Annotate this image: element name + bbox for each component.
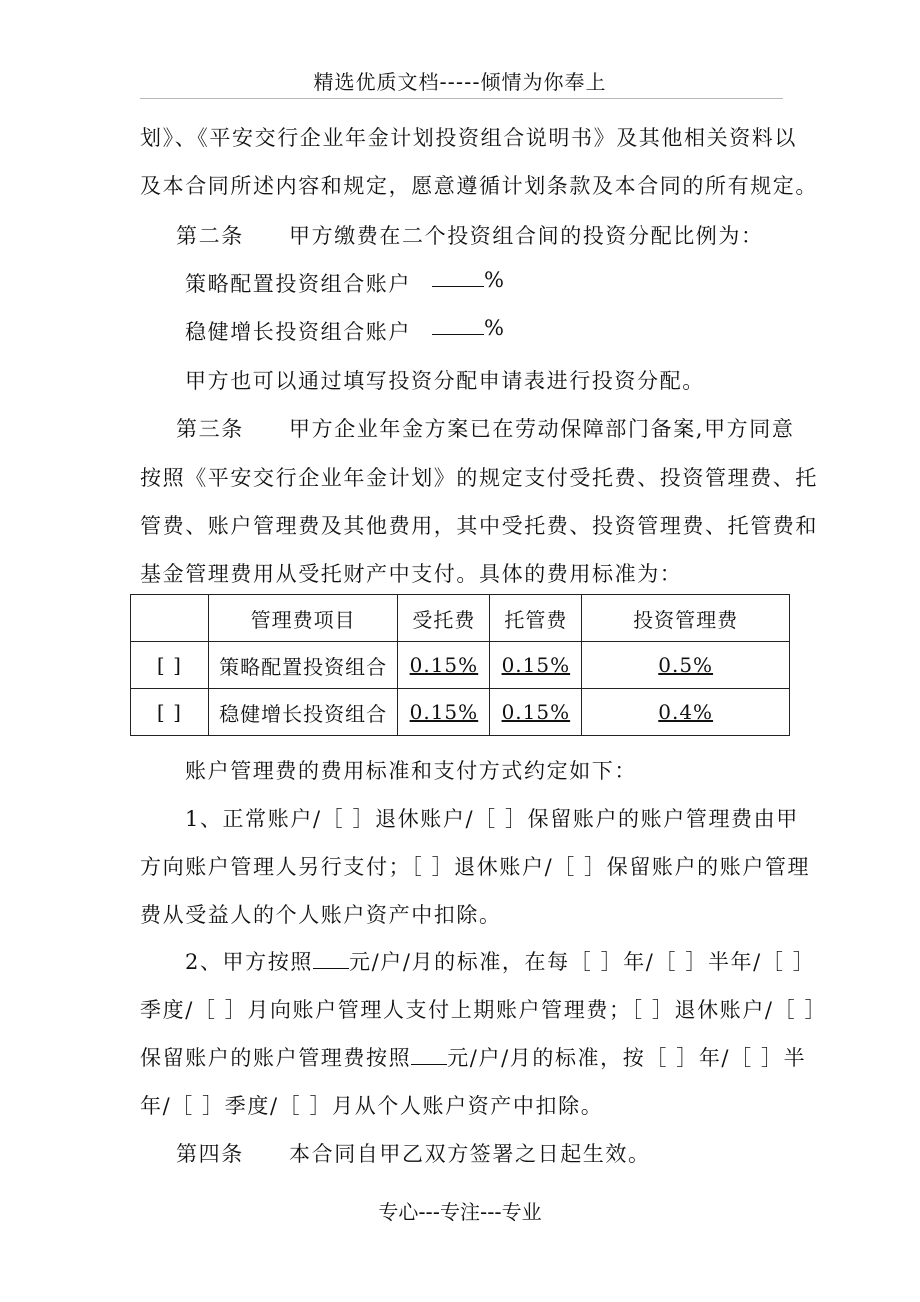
page-footer: 专心---专注---专业	[378, 1200, 542, 1224]
table-header-cell: 托管费	[490, 595, 582, 642]
table-row	[131, 642, 790, 689]
table-header-cell: 投资管理费	[582, 595, 790, 642]
paragraph-line: 甲方也可以通过填写投资分配申请表进行投资分配。	[185, 369, 705, 393]
checkbox-cell[interactable]: [ ]	[131, 689, 209, 736]
percent-sign: %	[484, 316, 506, 340]
allocation-strategy-field[interactable]	[432, 268, 506, 292]
paragraph-line: 季度/［ ］月向账户管理人支付上期账户管理费；［ ］退休账户/［ ］	[140, 998, 828, 1022]
paragraph-line: 及本合同所述内容和规定，愿意遵循计划条款及本合同的所有规定。	[140, 174, 818, 198]
table-cell: 0.15%	[398, 642, 490, 689]
percent-sign: %	[484, 268, 506, 292]
fee-table	[130, 594, 790, 736]
table-row	[131, 689, 790, 736]
paragraph-line: 账户管理费的费用标准和支付方式约定如下：	[185, 759, 637, 783]
table-header-cell: 管理费项目	[208, 595, 398, 642]
table-cell: 0.15%	[398, 689, 490, 736]
table-header-cell	[131, 595, 209, 642]
article-2-heading: 第二条 甲方缴费在二个投资组合间的投资分配比例为：	[176, 224, 764, 248]
paragraph-line: 按照《平安交行企业年金计划》的规定支付受托费、投资管理费、托	[140, 466, 818, 490]
table-header-row	[131, 595, 790, 642]
allocation-stable-field[interactable]	[432, 316, 506, 340]
paragraph-line: 方向账户管理人另行支付；［ ］退休账户/［ ］保留账户的账户管理	[140, 855, 811, 879]
checkbox-cell[interactable]: [ ]	[131, 642, 209, 689]
paragraph-line: 费从受益人的个人账户资产中扣除。	[140, 903, 502, 927]
article-3-heading: 第三条 甲方企业年金方案已在劳动保障部门备案,甲方同意	[176, 417, 795, 441]
paragraph-line: 年/［ ］季度/［ ］月从个人账户资产中扣除。	[140, 1094, 604, 1118]
paragraph-line: 划》、《平安交行企业年金计划投资组合说明书》及其他相关资料以	[140, 126, 797, 150]
paragraph-line: 1、正常账户/［ ］退休账户/［ ］保留账户的账户管理费由甲	[185, 807, 799, 831]
table-cell: 稳健增长投资组合	[208, 689, 398, 736]
header-divider	[140, 98, 783, 99]
fee-amount-blank[interactable]	[313, 968, 349, 969]
paragraph-line: 2、甲方按照 元/户/月的标准，在每［ ］年/［ ］半年/［ ］	[185, 950, 816, 974]
allocation-stable-blank[interactable]	[432, 334, 484, 335]
paragraph-line: 管费、账户管理费及其他费用，其中受托费、投资管理费、托管费和	[140, 514, 818, 538]
table-cell: 0.5%	[582, 642, 790, 689]
table-cell: 0.15%	[490, 642, 582, 689]
table-cell: 0.15%	[490, 689, 582, 736]
allocation-strategy-blank[interactable]	[432, 286, 484, 287]
allocation-stable-label: 稳健增长投资组合账户	[185, 320, 411, 344]
allocation-strategy-label: 策略配置投资组合账户	[185, 272, 411, 296]
paragraph-line: 保留账户的账户管理费按照 元/户/月的标准，按［ ］年/［ ］半	[140, 1046, 807, 1070]
table-cell: 0.4%	[582, 689, 790, 736]
paragraph-line: 基金管理费用从受托财产中支付。具体的费用标准为：	[140, 562, 683, 586]
page-header-title: 精选优质文档-----倾情为你奉上	[313, 70, 607, 94]
table-header-cell: 受托费	[398, 595, 490, 642]
table-cell: 策略配置投资组合	[208, 642, 398, 689]
article-4-heading: 第四条 本合同自甲乙双方签署之日起生效。	[176, 1142, 651, 1166]
fee-amount-blank[interactable]	[411, 1064, 447, 1065]
